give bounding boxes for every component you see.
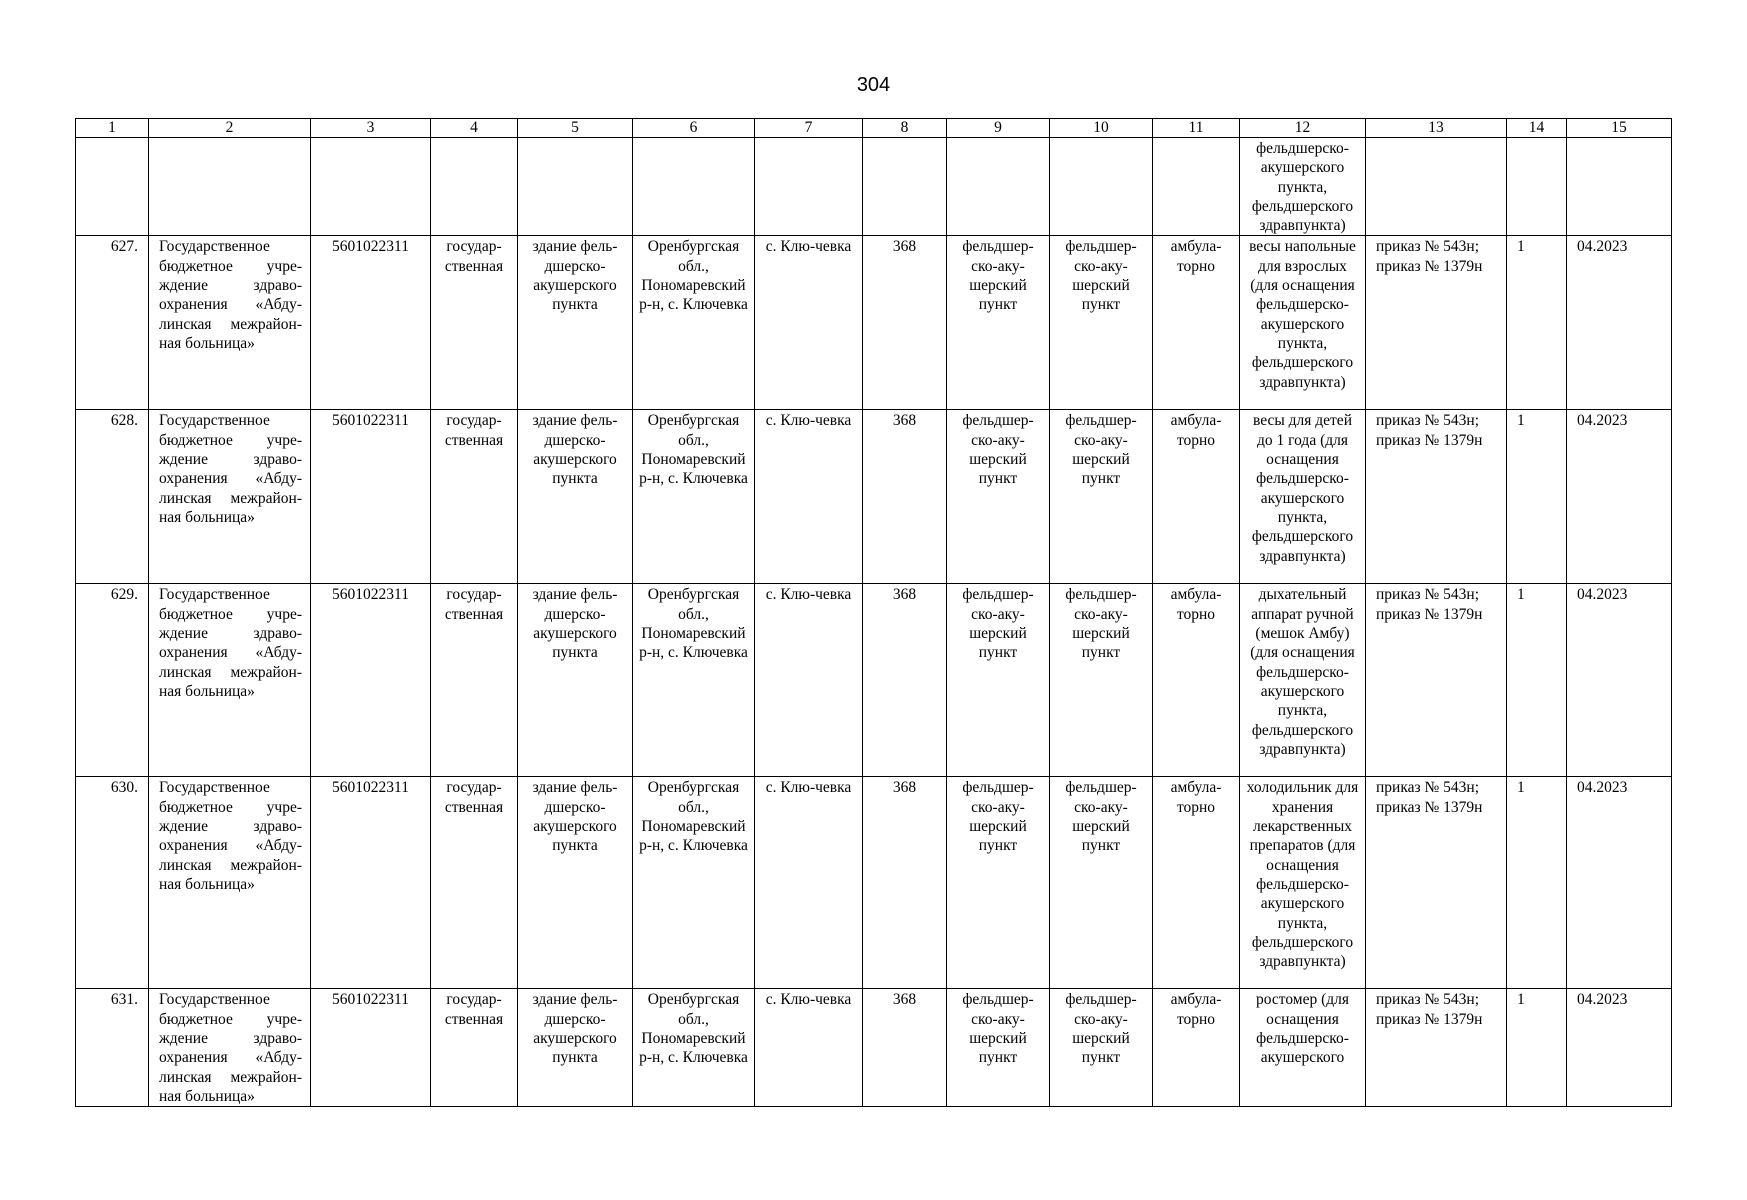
equipment-cell: весы для детей до 1 года (для оснащения фельдшерско-акушерского пункта, фельдшерского здравпункта)	[1240, 410, 1366, 584]
date-cell: 04.2023	[1567, 777, 1672, 989]
inn-cell: 5601022311	[311, 989, 431, 1107]
unit-name-cell: фельдшер-ско-аку-шерский пункт	[1050, 777, 1153, 989]
address-cell: Оренбургская обл., Пономаревский р-н, с. Ключевка	[633, 236, 755, 410]
quantity-cell: 1	[1507, 777, 1567, 989]
quantity-cell: 1	[1507, 236, 1567, 410]
organization-line: Государственное	[159, 412, 270, 430]
quantity-cell: 1	[1507, 584, 1567, 777]
building-cell: здание фель-дшерско-акушерского пункта	[518, 236, 633, 410]
organization-line: ная больница»	[159, 1087, 255, 1105]
unit-type-cell: фельдшер-ско-аку-шерский пункт	[947, 236, 1050, 410]
organization-line: бюджетное учре-	[159, 798, 302, 816]
organization-line: ждение здраво-	[159, 451, 302, 469]
organization-cell	[149, 236, 311, 410]
inn-cell: 5601022311	[311, 410, 431, 584]
page-number: 304	[856, 74, 891, 96]
unit-name-cell: фельдшер-ско-аку-шерский пункт	[1050, 584, 1153, 777]
organization-line: ждение здраво-	[159, 277, 302, 295]
column-header: 13	[1366, 119, 1507, 138]
column-header: 2	[149, 119, 311, 138]
equipment-cell: ростомер (для оснащения фельдшерско-акушерского	[1240, 989, 1366, 1107]
code-cell: 368	[863, 410, 947, 584]
table-row	[76, 410, 1672, 584]
column-header: 10	[1050, 119, 1153, 138]
date-cell: 04.2023	[1567, 236, 1672, 410]
address-cell: Оренбургская обл., Пономаревский р-н, с. Ключевка	[633, 584, 755, 777]
column-header: 12	[1240, 119, 1366, 138]
column-header: 9	[947, 119, 1050, 138]
unit-name-cell: фельдшер-ско-аку-шерский пункт	[1050, 236, 1153, 410]
column-header: 5	[518, 119, 633, 138]
table-row	[76, 236, 1672, 410]
organization-line: Государственное	[159, 586, 270, 604]
table-row	[76, 777, 1672, 989]
care-form-cell: амбула-торно	[1153, 410, 1240, 584]
organization-line: охранения «Абду-	[159, 296, 302, 314]
code-cell: 368	[863, 989, 947, 1107]
organization-line: бюджетное учре-	[159, 1010, 302, 1028]
organization-cell	[149, 410, 311, 584]
equipment-cell: фельдшерско-акушерского пункта, фельдшерского здравпункта)	[1240, 138, 1366, 236]
column-header: 11	[1153, 119, 1240, 138]
column-header: 6	[633, 119, 755, 138]
register-table	[75, 118, 1672, 1107]
building-cell: здание фель-дшерско-акушерского пункта	[518, 777, 633, 989]
care-form-cell: амбула-торно	[1153, 989, 1240, 1107]
organization-line: Государственное	[159, 991, 270, 1009]
code-cell: 368	[863, 236, 947, 410]
column-header: 3	[311, 119, 431, 138]
unit-type-cell: фельдшер-ско-аку-шерский пункт	[947, 777, 1050, 989]
column-header: 14	[1507, 119, 1567, 138]
unit-type-cell: фельдшер-ско-аку-шерский пункт	[947, 410, 1050, 584]
organization-line: охранения «Абду-	[159, 470, 302, 488]
organization-line: линская межрайон-	[159, 1068, 302, 1086]
building-cell: здание фель-дшерско-акушерского пункта	[518, 410, 633, 584]
organization-line: охранения «Абду-	[159, 644, 302, 662]
row-number-cell: 627.	[76, 236, 149, 410]
continuation-row	[76, 138, 1672, 236]
address-cell: Оренбургская обл., Пономаревский р-н, с. Ключевка	[633, 777, 755, 989]
row-number-cell: 629.	[76, 584, 149, 777]
quantity-cell: 1	[1507, 989, 1567, 1107]
locality-cell: с. Клю-чевка	[755, 410, 863, 584]
column-header: 1	[76, 119, 149, 138]
ownership-cell: государ-ственная	[431, 410, 518, 584]
organization-line: линская межрайон-	[159, 663, 302, 681]
basis-cell: приказ № 543н; приказ № 1379н	[1366, 777, 1507, 989]
organization-line: ная больница»	[159, 334, 255, 352]
organization-line: линская межрайон-	[159, 315, 302, 333]
organization-line: охранения «Абду-	[159, 837, 302, 855]
column-header: 4	[431, 119, 518, 138]
column-number-row	[76, 119, 1672, 138]
building-cell: здание фель-дшерско-акушерского пункта	[518, 584, 633, 777]
inn-cell: 5601022311	[311, 777, 431, 989]
date-cell: 04.2023	[1567, 584, 1672, 777]
organization-line: линская межрайон-	[159, 489, 302, 507]
organization-cell	[149, 777, 311, 989]
organization-line: бюджетное учре-	[159, 257, 302, 275]
unit-type-cell: фельдшер-ско-аку-шерский пункт	[947, 989, 1050, 1107]
table-row	[76, 989, 1672, 1107]
organization-line: бюджетное учре-	[159, 431, 302, 449]
column-header: 8	[863, 119, 947, 138]
basis-cell: приказ № 543н; приказ № 1379н	[1366, 410, 1507, 584]
organization-cell	[149, 989, 311, 1107]
organization-line: линская межрайон-	[159, 856, 302, 874]
column-header: 15	[1567, 119, 1672, 138]
care-form-cell: амбула-торно	[1153, 777, 1240, 989]
ownership-cell: государ-ственная	[431, 236, 518, 410]
basis-cell: приказ № 543н; приказ № 1379н	[1366, 584, 1507, 777]
ownership-cell: государ-ственная	[431, 989, 518, 1107]
organization-line: Государственное	[159, 238, 270, 256]
locality-cell: с. Клю-чевка	[755, 777, 863, 989]
building-cell: здание фель-дшерско-акушерского пункта	[518, 989, 633, 1107]
organization-line: ждение здраво-	[159, 1030, 302, 1048]
organization-line: ждение здраво-	[159, 625, 302, 643]
ownership-cell: государ-ственная	[431, 584, 518, 777]
date-cell: 04.2023	[1567, 989, 1672, 1107]
unit-name-cell: фельдшер-ско-аку-шерский пункт	[1050, 989, 1153, 1107]
organization-line: охранения «Абду-	[159, 1049, 302, 1067]
locality-cell: с. Клю-чевка	[755, 236, 863, 410]
care-form-cell: амбула-торно	[1153, 236, 1240, 410]
basis-cell: приказ № 543н; приказ № 1379н	[1366, 236, 1507, 410]
organization-line: Государственное	[159, 779, 270, 797]
care-form-cell: амбула-торно	[1153, 584, 1240, 777]
unit-name-cell: фельдшер-ско-аку-шерский пункт	[1050, 410, 1153, 584]
organization-cell	[149, 584, 311, 777]
address-cell: Оренбургская обл., Пономаревский р-н, с. Ключевка	[633, 989, 755, 1107]
row-number-cell: 628.	[76, 410, 149, 584]
code-cell: 368	[863, 584, 947, 777]
column-header: 7	[755, 119, 863, 138]
address-cell: Оренбургская обл., Пономаревский р-н, с. Ключевка	[633, 410, 755, 584]
equipment-cell: весы напольные для взрослых (для оснащения фельдшерско-акушерского пункта, фельдшерского здравпункта)	[1240, 236, 1366, 410]
ownership-cell: государ-ственная	[431, 777, 518, 989]
basis-cell: приказ № 543н; приказ № 1379н	[1366, 989, 1507, 1107]
quantity-cell: 1	[1507, 410, 1567, 584]
organization-line: ная больница»	[159, 508, 255, 526]
inn-cell: 5601022311	[311, 584, 431, 777]
row-number-cell: 630.	[76, 777, 149, 989]
table-row	[76, 584, 1672, 777]
organization-line: ная больница»	[159, 682, 255, 700]
inn-cell: 5601022311	[311, 236, 431, 410]
locality-cell: с. Клю-чевка	[755, 584, 863, 777]
organization-line: бюджетное учре-	[159, 605, 302, 623]
locality-cell: с. Клю-чевка	[755, 989, 863, 1107]
code-cell: 368	[863, 777, 947, 989]
equipment-cell: дыхательный аппарат ручной (мешок Амбу) (для оснащения фельдшерско-акушерского пункта, фельдшерского здравпункта)	[1240, 584, 1366, 777]
organization-line: ная больница»	[159, 875, 255, 893]
organization-line: ждение здраво-	[159, 818, 302, 836]
row-number-cell: 631.	[76, 989, 149, 1107]
unit-type-cell: фельдшер-ско-аку-шерский пункт	[947, 584, 1050, 777]
date-cell: 04.2023	[1567, 410, 1672, 584]
equipment-cell: холодильник для хранения лекарственных препаратов (для оснащения фельдшерско-акушерского пункта, фельдшерского здравпункта)	[1240, 777, 1366, 989]
